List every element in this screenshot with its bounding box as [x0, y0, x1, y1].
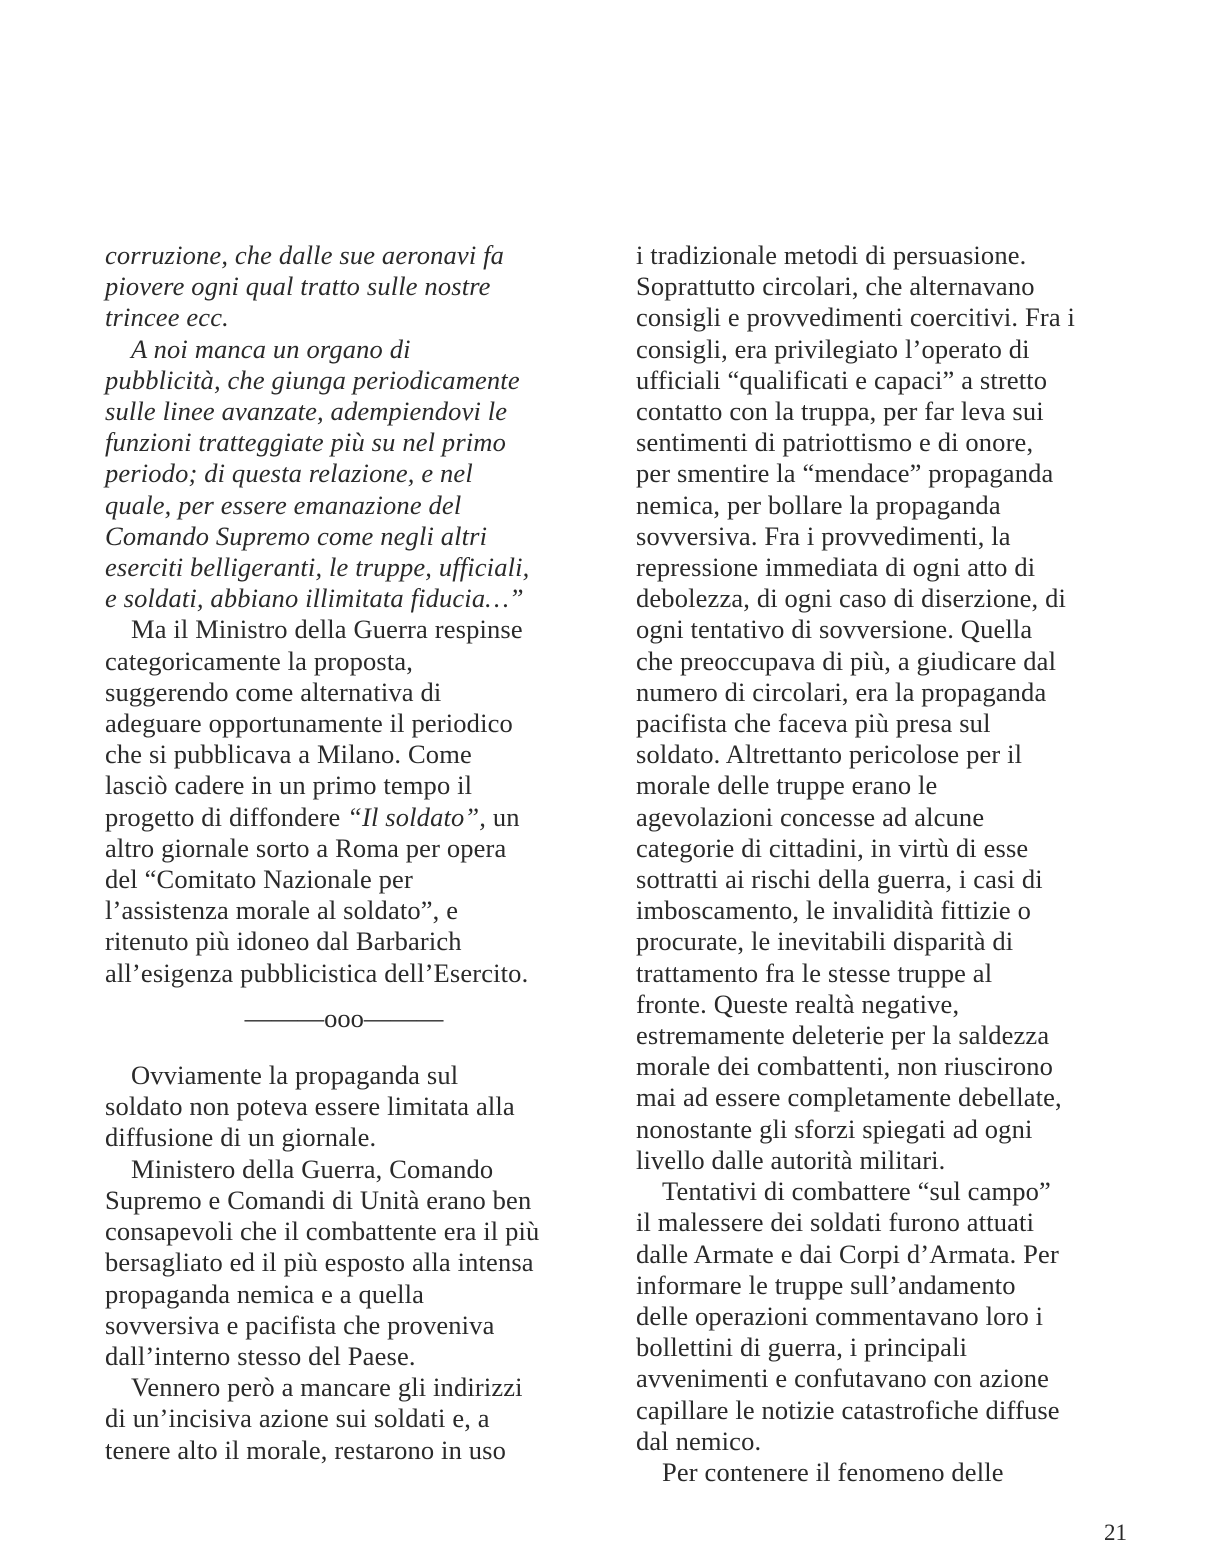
text-line: quale, per essere emanazione del [105, 489, 462, 520]
section-separator: ———ooo——— [244, 1002, 444, 1033]
text-line: trattamento fra le stesse truppe al [636, 957, 993, 988]
text-line: A noi manca un organo di [131, 333, 411, 364]
text-line: dall’interno stesso del Paese. [105, 1340, 416, 1371]
text-line: ufficiali “qualificati e capaci” a stretto [636, 364, 1048, 395]
text-line: i tradizionale metodi di persuasione. [636, 240, 1027, 270]
text-line: diffusione di un giornale. [105, 1122, 377, 1153]
text-line: trincee ecc. [105, 302, 229, 333]
text-line: debolezza, di ogni caso di diserzione, di [636, 583, 1067, 614]
text-line: sovversiva e pacifista che proveniva [105, 1309, 495, 1340]
text-line: nonostante gli sforzi spiegati ad ogni [636, 1113, 1033, 1144]
text-line: dal nemico. [636, 1425, 762, 1456]
text-line: Tentativi di combattere “sul campo” [662, 1176, 1051, 1207]
text-line: soldato non poteva essere limitata alla [105, 1091, 515, 1122]
text-line: Ministero della Guerra, Comando [131, 1153, 494, 1184]
text-line: morale dei combattenti, non riuscirono [636, 1051, 1054, 1082]
text-line: Soprattutto circolari, che alternavano [636, 271, 1035, 302]
text-line: l’assistenza morale al soldato”, e [105, 895, 459, 926]
text-line: repressione immediata di ogni atto di [636, 552, 1036, 583]
text-line: Ma il Ministro della Guerra respinse [131, 614, 523, 645]
text-line: livello dalle autorità militari. [636, 1144, 946, 1175]
text-line: all’esigenza pubblicistica dell’Esercito. [105, 957, 529, 988]
text-line: e soldati, abbiano illimitata fiducia…” [105, 583, 524, 614]
text-line: suggerendo come alternativa di [105, 676, 442, 707]
text-line: nemica, per bollare la propaganda [636, 489, 1001, 520]
text-line: del “Comitato Nazionale per [105, 864, 413, 895]
text-fragment: un [486, 801, 520, 832]
text-line: lasciò cadere in un primo tempo il [105, 770, 473, 801]
newspaper-title: “Il soldato”, [347, 801, 487, 832]
paragraph-contenere [636, 1457, 1118, 1488]
text-line: di un’incisiva azione sui soldati e, a [105, 1403, 490, 1434]
paragraph-metodi [636, 240, 1118, 1176]
text-line: per smentire la “mendace” propaganda [636, 458, 1054, 489]
text-line: categoricamente la proposta, [105, 645, 414, 676]
text-line: sentimenti di patriottismo e di onore, [636, 427, 1034, 458]
text-line: capillare le notizie catastrofiche diffuse [636, 1394, 1060, 1425]
text-line: funzioni tratteggiate più su nel primo [105, 427, 506, 458]
text-line: bersagliato ed il più esposto alla intensa [105, 1247, 534, 1278]
text-line: consigli e provvedimenti coercitivi. Fra i [636, 302, 1076, 333]
text-line: imboscamento, le invalidità fittizie o [636, 895, 1031, 926]
text-line: estremamente deleterie per la saldezza [636, 1020, 1050, 1051]
text-line: Per contenere il fenomeno delle [662, 1456, 1004, 1487]
text-line: avvenimenti e confutavano con azione [636, 1363, 1050, 1394]
text-line: bollettini di guerra, i principali [636, 1332, 968, 1363]
text-line: sovversiva. Fra i provvedimenti, la [636, 520, 1011, 551]
text-line: informare le truppe sull’andamento [636, 1269, 1016, 1300]
paragraph-ministro [105, 614, 583, 988]
text-line: consapevoli che il combattente era il più [105, 1216, 540, 1247]
text-line: ritenuto più idoneo dal Barbarich [105, 926, 462, 957]
quote-paragraph-2 [105, 334, 583, 615]
text-line: il malessere dei soldati furono attuati [636, 1207, 1035, 1238]
text-line: morale delle truppe erano le [636, 770, 938, 801]
text-line: altro giornale sorto a Roma per opera [105, 832, 507, 863]
text-line: Comando Supremo come negli altri [105, 520, 488, 551]
text-line: propaganda nemica e a quella [105, 1278, 425, 1309]
text-line [105, 802, 583, 833]
text-line: eserciti belligeranti, le truppe, ufficiali, [105, 552, 530, 583]
text-line: procurate, le inevitabili disparità di [636, 926, 1014, 957]
text-line: pubblicità, che giunga periodicamente [105, 364, 520, 395]
text-line: dalle Armate e dai Corpi d’Armata. Per [636, 1238, 1059, 1269]
text-line: fronte. Queste realtà negative, [636, 988, 960, 1019]
text-line: contatto con la truppa, per far leva sui [636, 396, 1044, 427]
text-line: piovere ogni qual tratto sulle nostre [105, 271, 491, 302]
text-line: adeguare opportunamente il periodico [105, 708, 513, 739]
right-column [636, 240, 1118, 1488]
paragraph-ovviamente [105, 1060, 583, 1154]
text-line: che si pubblicava a Milano. Come [105, 739, 472, 770]
text-line: ogni tentativo di sovversione. Quella [636, 614, 1033, 645]
text-line: categorie di cittadini, in virtù di esse [636, 832, 1029, 863]
text-line: sulle linee avanzate, adempiendovi le [105, 396, 508, 427]
text-line: Supremo e Comandi di Unità erano ben [105, 1184, 532, 1215]
text-line: consigli, era privilegiato l’operato di [636, 333, 1030, 364]
text-line: mai ad essere completamente debellate, [636, 1082, 1062, 1113]
quote-paragraph-1 [105, 240, 583, 334]
text-line: corruzione, che dalle sue aeronavi fa [105, 240, 505, 270]
text-line: sottratti ai rischi della guerra, i casi di [636, 864, 1043, 895]
paragraph-tentativi [636, 1176, 1118, 1457]
text-line: numero di circolari, era la propaganda [636, 676, 1047, 707]
text-line: soldato. Altrettanto pericolose per il [636, 739, 1023, 770]
paragraph-vennero [105, 1372, 583, 1466]
text-line: Ovviamente la propaganda sul [131, 1060, 459, 1091]
text-line: delle operazioni commentavano loro i [636, 1300, 1044, 1331]
text-line: Vennero però a mancare gli indirizzi [131, 1372, 523, 1403]
paragraph-ministero [105, 1154, 583, 1372]
left-column [105, 240, 583, 1466]
text-line: tenere alto il morale, restarono in uso [105, 1434, 507, 1465]
text-line: periodo; di questa relazione, e nel [105, 458, 473, 489]
text-fragment: progetto di diffondere [105, 801, 348, 832]
text-line: che preoccupava di più, a giudicare dal [636, 645, 1057, 676]
page-number: 21 [1104, 1520, 1127, 1545]
text-line: pacifista che faceva più presa sul [636, 708, 991, 739]
text-line: agevolazioni concesse ad alcune [636, 801, 985, 832]
